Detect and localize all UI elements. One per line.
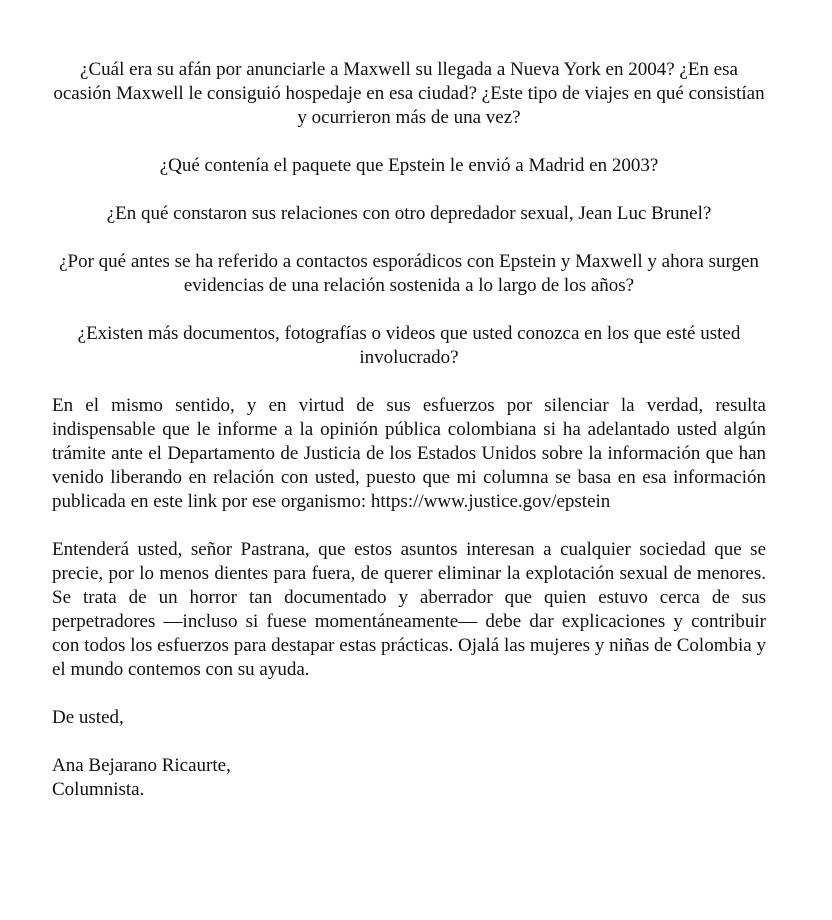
question-4: ¿Por qué antes se ha referido a contactos esporádicos con Epstein y Maxwell y ahora surgen evidencias de una relación sostenida a lo largo de los años? bbox=[59, 251, 759, 296]
signature-title: Columnista. bbox=[52, 779, 145, 800]
question-1: ¿Cuál era su afán por anunciarle a Maxwell su llegada a Nueva York en 2004? ¿En esa ocasión Maxwell le consiguió hospedaje en esa ciudad? ¿Este tipo de viajes en qué consistían y ocurrieron más de una vez? bbox=[53, 59, 765, 128]
question-3: ¿En qué constaron sus relaciones con otro depredador sexual, Jean Luc Brunel? bbox=[106, 203, 712, 224]
question-2: ¿Qué contenía el paquete que Epstein le envió a Madrid en 2003? bbox=[159, 155, 659, 176]
closing-salutation: De usted, bbox=[52, 707, 124, 728]
paragraph-justice-department: En el mismo sentido, y en virtud de sus esfuerzos por silenciar la verdad, resulta indispensable que le informe a la opinión pública colombiana si ha adelantado usted algún trámite ante el Departamento de Justicia de los Estados Unidos sobre la información que han venido liberando en relación con usted, puesto que mi columna se basa en esa información publicada en este link por ese organismo: https://www.justice.gov/epstein bbox=[52, 395, 766, 512]
letter-body bbox=[52, 58, 766, 802]
signature-name: Ana Bejarano Ricaurte, bbox=[52, 755, 231, 776]
question-5: ¿Existen más documentos, fotografías o videos que usted conozca en los que esté usted involucrado? bbox=[77, 323, 741, 368]
paragraph-conclusion: Entenderá usted, señor Pastrana, que estos asuntos interesan a cualquier sociedad que se precie, por lo menos dientes para fuera, de querer eliminar la explotación sexual de menores. Se trata de un horror tan documentado y aberrador que quien estuvo cerca de sus perpetradores —incluso si fuese momentáneamente— debe dar explicaciones y contribuir con todos los esfuerzos para destapar estas prácticas. Ojalá las mujeres y niñas de Colombia y el mundo contemos con su ayuda. bbox=[52, 539, 766, 680]
